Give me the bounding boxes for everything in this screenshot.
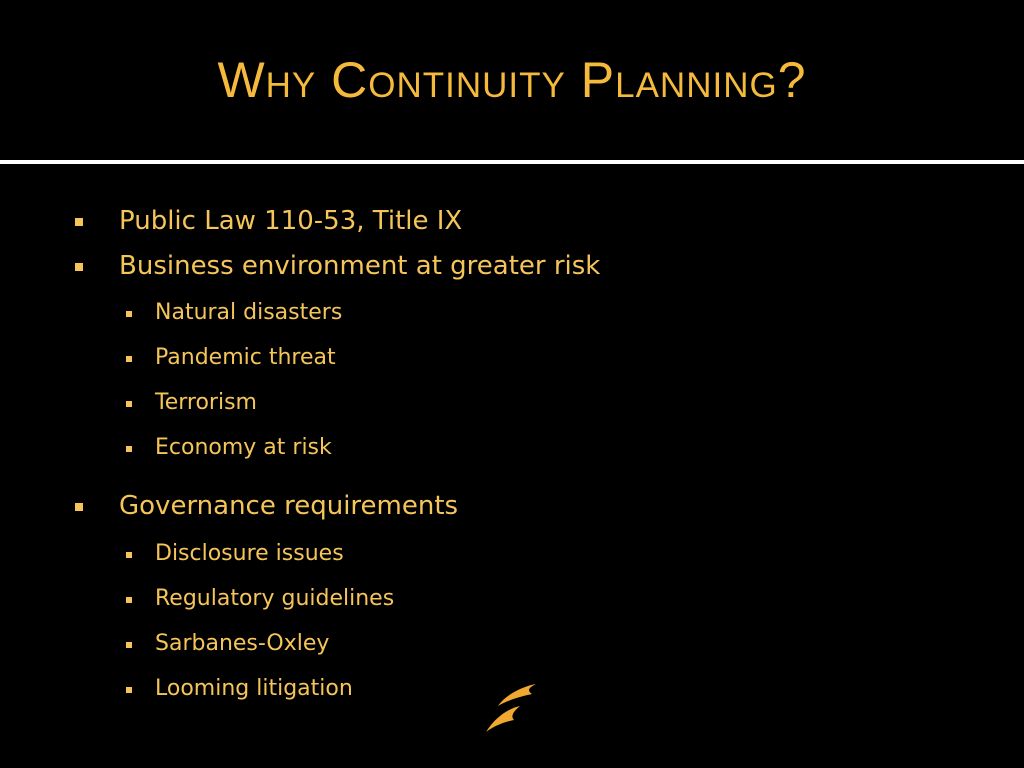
sub-bullet-square-icon bbox=[126, 446, 132, 452]
sub-bullet-square-icon bbox=[126, 597, 132, 603]
sub-bullet-item-natural-disasters: Natural disasters bbox=[155, 300, 343, 325]
bullet-square-icon bbox=[75, 263, 83, 271]
sub-bullet-square-icon bbox=[126, 401, 132, 407]
bullet-square-icon bbox=[75, 503, 83, 511]
swoosh-logo-icon bbox=[476, 680, 540, 740]
sub-bullet-square-icon bbox=[126, 687, 132, 693]
sub-bullet-square-icon bbox=[126, 356, 132, 362]
sub-bullet-item-disclosure-issues: Disclosure issues bbox=[155, 541, 344, 566]
slide-title: Why Continuity Planning? bbox=[217, 52, 807, 108]
sub-bullet-item-regulatory-guidelines: Regulatory guidelines bbox=[155, 586, 395, 611]
sub-bullet-item-terrorism: Terrorism bbox=[155, 390, 257, 415]
sub-bullet-item-pandemic-threat: Pandemic threat bbox=[155, 345, 336, 370]
bullet-item-business-environment: Business environment at greater risk bbox=[119, 251, 601, 281]
bullet-square-icon bbox=[75, 218, 83, 226]
sub-bullet-square-icon bbox=[126, 552, 132, 558]
sub-bullet-item-looming-litigation: Looming litigation bbox=[155, 676, 353, 701]
sub-bullet-square-icon bbox=[126, 642, 132, 648]
bullet-item-governance-requirements: Governance requirements bbox=[119, 491, 459, 521]
sub-bullet-item-sarbanes-oxley: Sarbanes-Oxley bbox=[155, 631, 330, 656]
bullet-item-public-law: Public Law 110-53, Title IX bbox=[119, 206, 463, 236]
sub-bullet-item-economy-at-risk: Economy at risk bbox=[155, 435, 332, 460]
sub-bullet-square-icon bbox=[126, 311, 132, 317]
